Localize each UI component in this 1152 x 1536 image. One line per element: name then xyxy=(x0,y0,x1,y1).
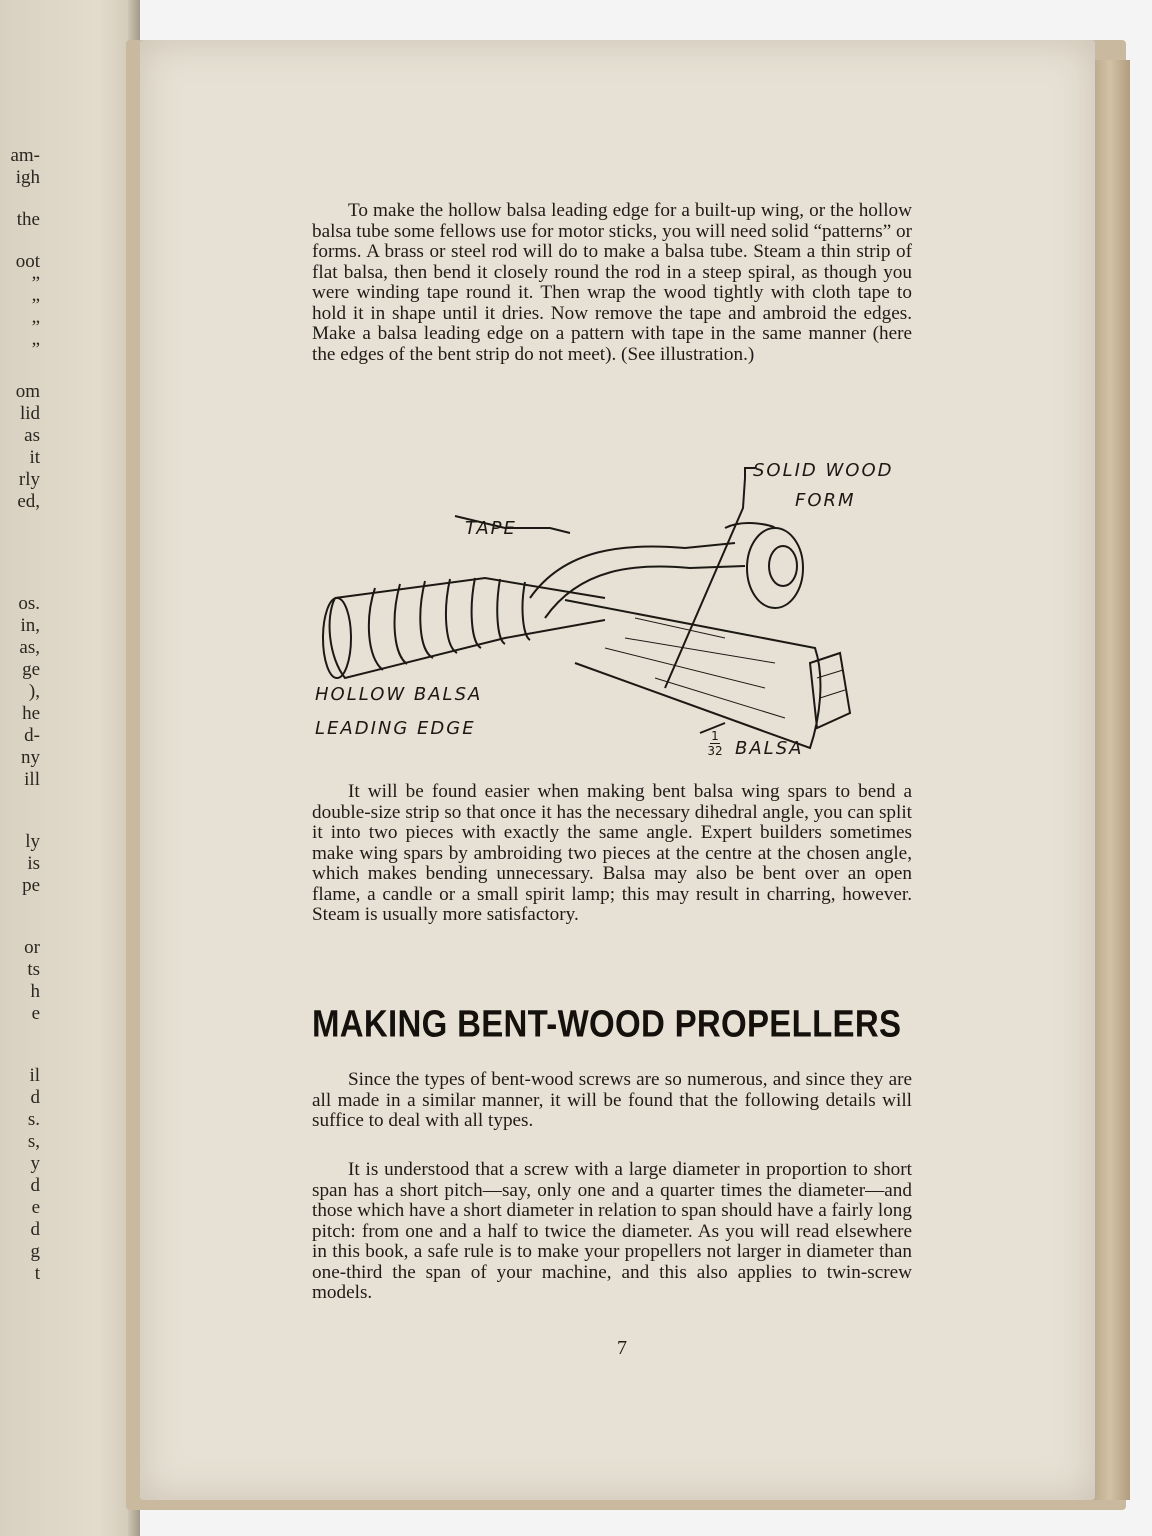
label-solid-wood: SOLID WOOD xyxy=(753,460,894,481)
left-page-fragment: ), xyxy=(28,681,40,702)
left-page-fragment: d xyxy=(30,1219,40,1240)
left-page-gap xyxy=(0,1025,40,1045)
left-page-fragment: in, xyxy=(20,615,40,636)
left-page-fragment: s, xyxy=(27,1131,40,1152)
section-heading: MAKING BENT-WOOD PROPELLERS xyxy=(312,1002,902,1045)
fraction-denominator: 32 xyxy=(707,744,723,758)
left-page-fragment: lid xyxy=(19,403,40,424)
left-page-text-fragments xyxy=(0,145,40,1285)
booklet-page xyxy=(140,40,1095,1500)
paragraph-hollow-balsa xyxy=(312,201,912,365)
left-page-fragment: or xyxy=(24,937,40,958)
paragraph-1-text: To make the hollow balsa leading edge for a built-up wing, or the hollow balsa tube some fellows use for motor sticks, you will need solid “patterns” or forms. A brass or steel rod will do to make a balsa tube. Steam a thin strip of flat balsa, then bend it closely round the rod in a steep spiral, as though you were winding tape round it. Then wrap the wood tightly with cloth tape to hold it in shape until it dries. Now remove the tape and ambroid the edges. Make a balsa leading edge on a pattern with tape in the same manner (here the edges of the bent strip do not meet). (See illustration.) xyxy=(312,200,913,365)
left-page-fragment: e xyxy=(31,1003,40,1024)
left-page-fragment: as, xyxy=(19,637,40,658)
left-page-fragment: ge xyxy=(22,659,40,680)
left-page-gap xyxy=(0,513,40,533)
label-balsa: BALSA xyxy=(735,738,804,759)
left-page-fragment: ed, xyxy=(17,491,40,512)
left-page-fragment: t xyxy=(34,1263,40,1284)
left-page-fragment: rly xyxy=(18,469,40,490)
paragraph-diameter-pitch xyxy=(312,1160,912,1304)
left-page-gap xyxy=(0,897,40,917)
paragraph-2-text: It will be found easier when making bent balsa wing spars to bend a double-size strip so that once it has the necessary dihedral angle, you can split it into two pieces with exactly the same angle. Expert builders sometimes make wing spars by ambroiding two pieces at the centre at the chosen angle, which makes bending unnecessary. Balsa may also be bent over an open flame, a candle or a small spirit lamp; this may result in charring, however. Steam is usually more satisfactory. xyxy=(312,781,912,925)
left-page-fragment: ” xyxy=(31,295,40,316)
label-form: FORM xyxy=(795,490,856,511)
paragraph-3-text: Since the types of bent-wood screws are so numerous, and since they are all made in a similar manner, it will be found that the following details will suffice to deal with all types. xyxy=(312,1069,912,1131)
left-page-fragment: d xyxy=(30,1175,40,1196)
label-leading-edge: LEADING EDGE xyxy=(315,718,476,739)
left-page-gap xyxy=(0,573,40,593)
left-page-fragment: d xyxy=(30,1087,40,1108)
booklet-right-edge xyxy=(1090,60,1130,1500)
left-page-fragment: y xyxy=(30,1153,40,1174)
left-page-fragment: igh xyxy=(15,167,40,188)
paragraph-types-of-screws xyxy=(312,1070,912,1132)
paragraph-4-text: It is understood that a screw with a large diameter in proportion to short span has a short pitch—say, only one and a quarter times the diameter—and those which have a short diameter in relation to span should have a fairly long pitch: from one and a half to twice the diameter. As you will read elsewhere in this book, a safe rule is to make your propellers not larger in diameter than one-third the span of your machine, and this also applies to twin-screw models. xyxy=(312,1159,912,1303)
left-page-fragment: is xyxy=(27,853,40,874)
left-page-fragment: ny xyxy=(21,747,40,768)
left-page-fragment: om xyxy=(15,381,40,402)
left-page-fragment: as xyxy=(24,425,40,446)
left-page-fragment: ts xyxy=(27,959,40,980)
label-hollow-balsa: HOLLOW BALSA xyxy=(315,684,483,705)
left-page-fragment: it xyxy=(29,447,40,468)
left-page-fragment: am- xyxy=(10,145,40,166)
left-page-fragment: ” xyxy=(31,273,40,294)
left-page-gap xyxy=(0,811,40,831)
left-page-fragment: d- xyxy=(24,725,40,746)
left-page-gap xyxy=(0,361,40,381)
fraction-one-thirty-second xyxy=(705,730,725,757)
left-page-fragment: ” xyxy=(31,339,40,360)
left-page-fragment: oot xyxy=(15,251,40,272)
left-page-gap xyxy=(0,533,40,553)
left-page-gap xyxy=(0,553,40,573)
left-page-fragment: il xyxy=(29,1065,40,1086)
label-tape: TAPE xyxy=(465,518,517,539)
left-page-gap xyxy=(0,231,40,251)
left-page-fragment: ” xyxy=(31,317,40,338)
left-page-gap xyxy=(0,1045,40,1065)
left-page-fragment: s. xyxy=(27,1109,40,1130)
left-page-fragment: pe xyxy=(22,875,40,896)
left-page-fragment: ill xyxy=(24,769,40,790)
page-number: 7 xyxy=(617,1337,627,1359)
left-page-gap xyxy=(0,791,40,811)
left-page-fragment: g xyxy=(30,1241,40,1262)
left-page-fragment: os. xyxy=(18,593,40,614)
illustration-hollow-balsa-leading-edge xyxy=(305,448,925,770)
left-page-fragment: he xyxy=(22,703,40,724)
fraction-numerator: 1 xyxy=(711,729,719,743)
left-page-gap xyxy=(0,189,40,209)
left-page-fragment: ly xyxy=(25,831,40,852)
paragraph-bent-spars xyxy=(312,782,912,926)
left-page-gap xyxy=(0,917,40,937)
left-facing-page xyxy=(0,0,140,1536)
left-page-fragment: h xyxy=(30,981,40,1002)
left-page-fragment: the xyxy=(16,209,40,230)
left-page-fragment: e xyxy=(31,1197,40,1218)
